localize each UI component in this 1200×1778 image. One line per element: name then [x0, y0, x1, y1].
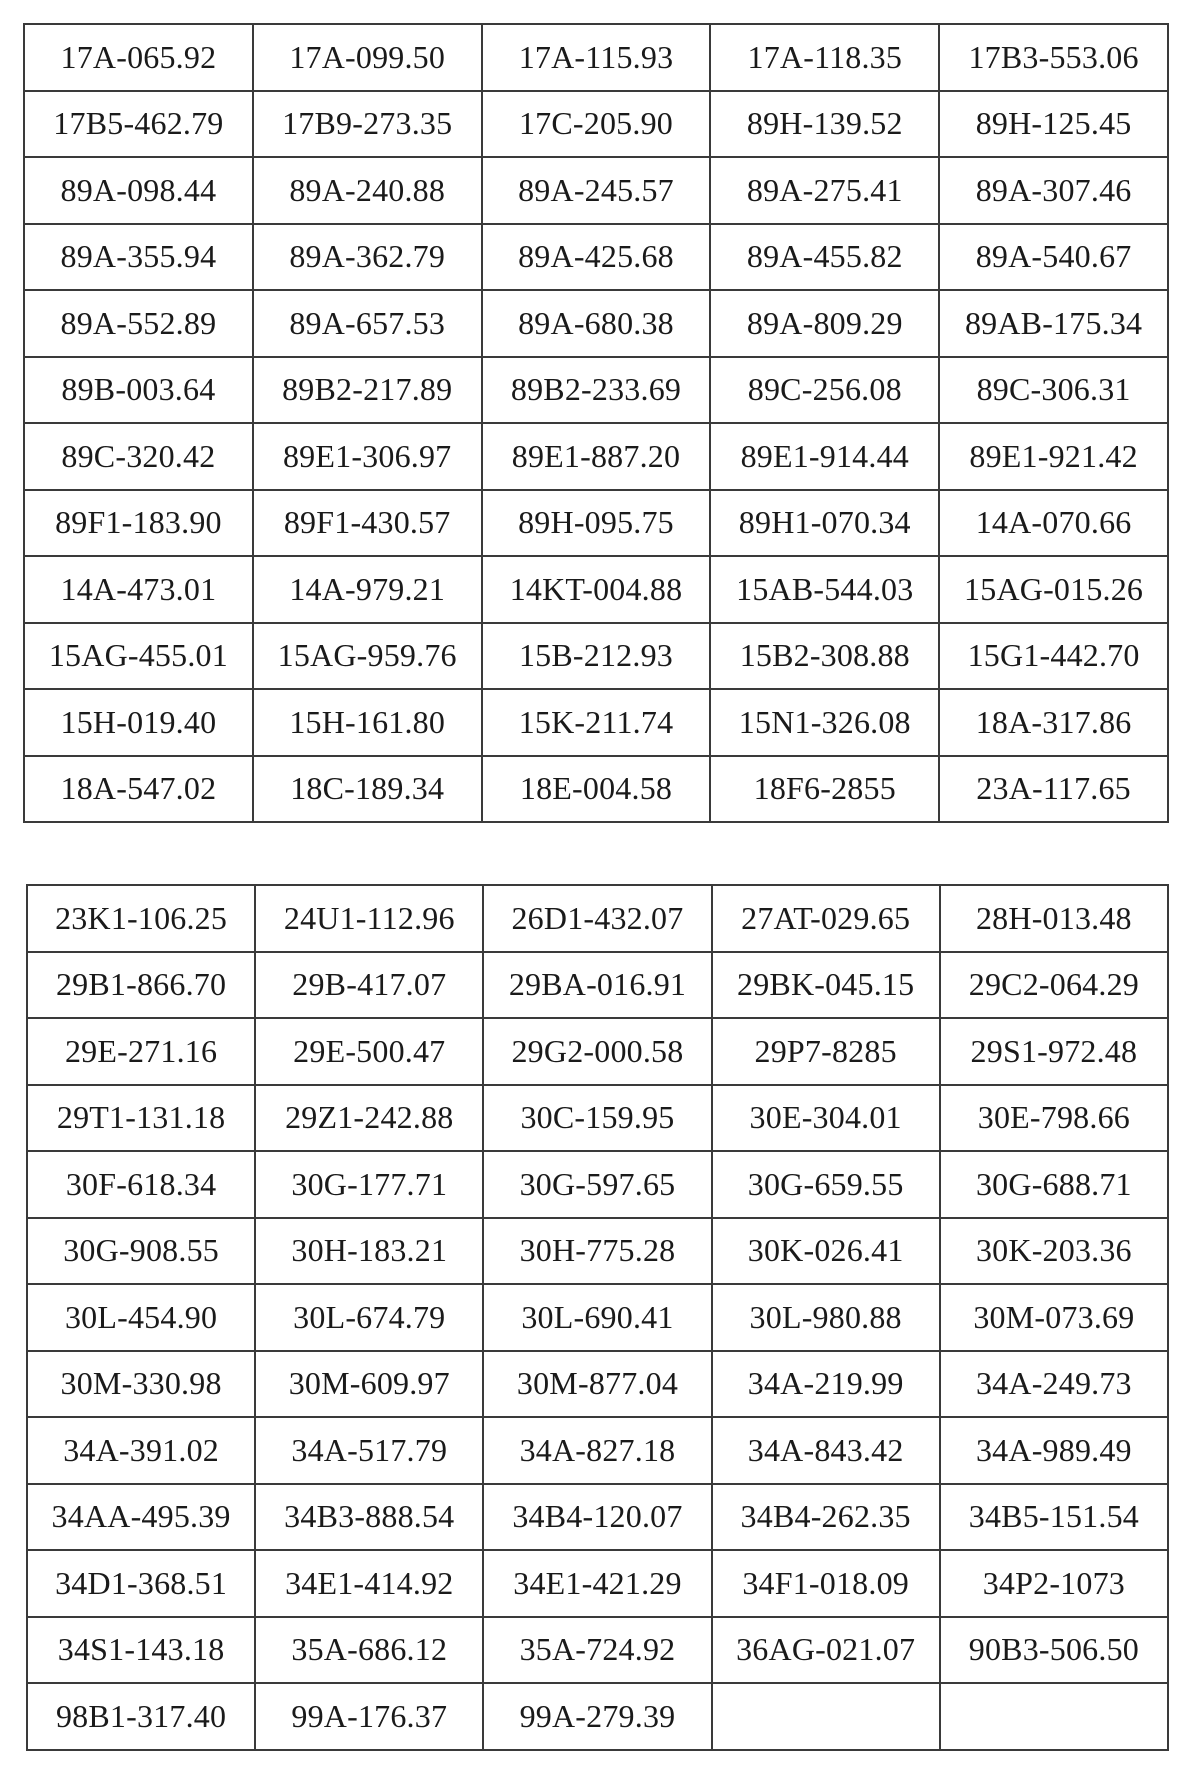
table-cell: 35A-724.92 — [483, 1617, 711, 1684]
table-cell: 89A-455.82 — [710, 224, 939, 291]
table-cell: 17A-099.50 — [253, 24, 482, 91]
table-cell: 15H-161.80 — [253, 689, 482, 756]
table-row — [27, 1351, 1168, 1418]
table-cell: 89E1-887.20 — [482, 423, 711, 490]
table-row — [27, 1683, 1168, 1750]
table-cell: 34F1-018.09 — [712, 1550, 940, 1617]
table-cell: 89H-125.45 — [939, 91, 1168, 158]
table-cell: 29E-271.16 — [27, 1018, 255, 1085]
table-cell: 89A-362.79 — [253, 224, 482, 291]
table-row — [27, 1218, 1168, 1285]
table-cell — [940, 1683, 1168, 1750]
table-row — [24, 224, 1168, 291]
table-cell: 30M-330.98 — [27, 1351, 255, 1418]
table-cell: 30M-877.04 — [483, 1351, 711, 1418]
table-cell: 23A-117.65 — [939, 756, 1168, 823]
table-cell: 29B1-866.70 — [27, 952, 255, 1019]
table-row — [24, 490, 1168, 557]
table-cell: 34D1-368.51 — [27, 1550, 255, 1617]
table-cell: 35A-686.12 — [255, 1617, 483, 1684]
table-cell: 30G-597.65 — [483, 1151, 711, 1218]
table-cell — [712, 1683, 940, 1750]
table-cell: 89A-552.89 — [24, 290, 253, 357]
table-row — [24, 423, 1168, 490]
table-cell: 30L-454.90 — [27, 1284, 255, 1351]
table-cell: 34A-827.18 — [483, 1417, 711, 1484]
table-cell: 24U1-112.96 — [255, 885, 483, 952]
table-row — [27, 952, 1168, 1019]
table-cell: 34E1-414.92 — [255, 1550, 483, 1617]
table-cell: 14A-979.21 — [253, 556, 482, 623]
table-cell: 34A-249.73 — [940, 1351, 1168, 1418]
table-cell: 27AT-029.65 — [712, 885, 940, 952]
table-row — [24, 756, 1168, 823]
table-cell: 36AG-021.07 — [712, 1617, 940, 1684]
table-cell: 18F6-2855 — [710, 756, 939, 823]
table-cell: 15AG-015.26 — [939, 556, 1168, 623]
table-row — [24, 24, 1168, 91]
table-cell: 34E1-421.29 — [483, 1550, 711, 1617]
table-cell: 30L-690.41 — [483, 1284, 711, 1351]
table-cell: 17B5-462.79 — [24, 91, 253, 158]
table-row — [24, 623, 1168, 690]
table-cell: 29G2-000.58 — [483, 1018, 711, 1085]
table-cell: 34P2-1073 — [940, 1550, 1168, 1617]
table-cell: 89H1-070.34 — [710, 490, 939, 557]
table-cell: 30C-159.95 — [483, 1085, 711, 1152]
table-cell: 17B9-273.35 — [253, 91, 482, 158]
table-cell: 29BK-045.15 — [712, 952, 940, 1019]
table-cell: 17A-115.93 — [482, 24, 711, 91]
table-body — [27, 885, 1168, 1750]
table-cell: 89C-256.08 — [710, 357, 939, 424]
table-cell: 89B2-217.89 — [253, 357, 482, 424]
table-cell: 29P7-8285 — [712, 1018, 940, 1085]
table-cell: 34B4-120.07 — [483, 1484, 711, 1551]
table-cell: 89C-306.31 — [939, 357, 1168, 424]
table-cell: 14A-473.01 — [24, 556, 253, 623]
table-row — [27, 1417, 1168, 1484]
table-cell: 89A-275.41 — [710, 157, 939, 224]
table-row — [24, 290, 1168, 357]
table-cell: 30E-798.66 — [940, 1085, 1168, 1152]
table-cell: 29B-417.07 — [255, 952, 483, 1019]
table-cell: 18A-317.86 — [939, 689, 1168, 756]
table-cell: 89A-098.44 — [24, 157, 253, 224]
table-cell: 15H-019.40 — [24, 689, 253, 756]
table-cell: 26D1-432.07 — [483, 885, 711, 952]
table-cell: 30G-177.71 — [255, 1151, 483, 1218]
table-cell: 89A-245.57 — [482, 157, 711, 224]
table-row — [27, 1550, 1168, 1617]
table-cell: 89F1-183.90 — [24, 490, 253, 557]
table-cell: 89H-095.75 — [482, 490, 711, 557]
table-cell: 89AB-175.34 — [939, 290, 1168, 357]
table-cell: 98B1-317.40 — [27, 1683, 255, 1750]
table-cell: 30G-688.71 — [940, 1151, 1168, 1218]
table-cell: 17A-065.92 — [24, 24, 253, 91]
table-cell: 15AG-455.01 — [24, 623, 253, 690]
table-cell: 34B3-888.54 — [255, 1484, 483, 1551]
table-cell: 89A-809.29 — [710, 290, 939, 357]
table-cell: 28H-013.48 — [940, 885, 1168, 952]
table-cell: 34S1-143.18 — [27, 1617, 255, 1684]
table-cell: 89E1-914.44 — [710, 423, 939, 490]
table-cell: 29T1-131.18 — [27, 1085, 255, 1152]
table-cell: 89A-240.88 — [253, 157, 482, 224]
table-row — [24, 91, 1168, 158]
table-cell: 89C-320.42 — [24, 423, 253, 490]
table-cell: 15B2-308.88 — [710, 623, 939, 690]
table-cell: 34A-989.49 — [940, 1417, 1168, 1484]
table-cell: 29Z1-242.88 — [255, 1085, 483, 1152]
table-separator — [0, 848, 1200, 878]
table-cell: 30H-183.21 — [255, 1218, 483, 1285]
table-cell: 34A-843.42 — [712, 1417, 940, 1484]
table-cell: 89A-657.53 — [253, 290, 482, 357]
table-cell: 90B3-506.50 — [940, 1617, 1168, 1684]
table-cell: 30L-980.88 — [712, 1284, 940, 1351]
table-row — [27, 1617, 1168, 1684]
table-row — [27, 1484, 1168, 1551]
table-cell: 30F-618.34 — [27, 1151, 255, 1218]
table-cell: 99A-279.39 — [483, 1683, 711, 1750]
table-cell: 14KT-004.88 — [482, 556, 711, 623]
table-cell: 17C-205.90 — [482, 91, 711, 158]
plate-number-table-2 — [26, 884, 1169, 1751]
table-body — [24, 24, 1168, 822]
table-cell: 29BA-016.91 — [483, 952, 711, 1019]
table-cell: 15B-212.93 — [482, 623, 711, 690]
table-cell: 89A-355.94 — [24, 224, 253, 291]
table-cell: 34AA-495.39 — [27, 1484, 255, 1551]
table-row — [27, 1284, 1168, 1351]
table-cell: 30K-203.36 — [940, 1218, 1168, 1285]
table-cell: 29S1-972.48 — [940, 1018, 1168, 1085]
table-cell: 34A-517.79 — [255, 1417, 483, 1484]
table-cell: 30E-304.01 — [712, 1085, 940, 1152]
table-cell: 89F1-430.57 — [253, 490, 482, 557]
table-cell: 15K-211.74 — [482, 689, 711, 756]
table-cell: 30H-775.28 — [483, 1218, 711, 1285]
table-cell: 29E-500.47 — [255, 1018, 483, 1085]
table-cell: 89A-680.38 — [482, 290, 711, 357]
table-row — [27, 1151, 1168, 1218]
table-cell: 15G1-442.70 — [939, 623, 1168, 690]
table-cell: 23K1-106.25 — [27, 885, 255, 952]
table-row — [24, 556, 1168, 623]
table-cell: 34A-391.02 — [27, 1417, 255, 1484]
table-cell: 30G-908.55 — [27, 1218, 255, 1285]
table-cell: 89B-003.64 — [24, 357, 253, 424]
table-cell: 34B4-262.35 — [712, 1484, 940, 1551]
table-cell: 29C2-064.29 — [940, 952, 1168, 1019]
table-cell: 30K-026.41 — [712, 1218, 940, 1285]
table-cell: 89A-425.68 — [482, 224, 711, 291]
table-cell: 89E1-306.97 — [253, 423, 482, 490]
table-row — [24, 157, 1168, 224]
table-cell: 34B5-151.54 — [940, 1484, 1168, 1551]
table-cell: 17A-118.35 — [710, 24, 939, 91]
table-row — [24, 689, 1168, 756]
table-cell: 30L-674.79 — [255, 1284, 483, 1351]
table-row — [27, 1018, 1168, 1085]
table-cell: 99A-176.37 — [255, 1683, 483, 1750]
table-cell: 89B2-233.69 — [482, 357, 711, 424]
table-cell: 17B3-553.06 — [939, 24, 1168, 91]
table-row — [27, 1085, 1168, 1152]
table-cell: 34A-219.99 — [712, 1351, 940, 1418]
table-row — [27, 885, 1168, 952]
table-cell: 89H-139.52 — [710, 91, 939, 158]
table-cell: 89A-540.67 — [939, 224, 1168, 291]
table-cell: 18C-189.34 — [253, 756, 482, 823]
table-cell: 15AG-959.76 — [253, 623, 482, 690]
plate-number-table-1 — [23, 23, 1169, 823]
table-cell: 15N1-326.08 — [710, 689, 939, 756]
table-cell: 18A-547.02 — [24, 756, 253, 823]
table-cell: 14A-070.66 — [939, 490, 1168, 557]
table-cell: 30M-609.97 — [255, 1351, 483, 1418]
table-cell: 15AB-544.03 — [710, 556, 939, 623]
table-cell: 89E1-921.42 — [939, 423, 1168, 490]
table-cell: 18E-004.58 — [482, 756, 711, 823]
table-cell: 30G-659.55 — [712, 1151, 940, 1218]
table-cell: 30M-073.69 — [940, 1284, 1168, 1351]
table-row — [24, 357, 1168, 424]
table-cell: 89A-307.46 — [939, 157, 1168, 224]
